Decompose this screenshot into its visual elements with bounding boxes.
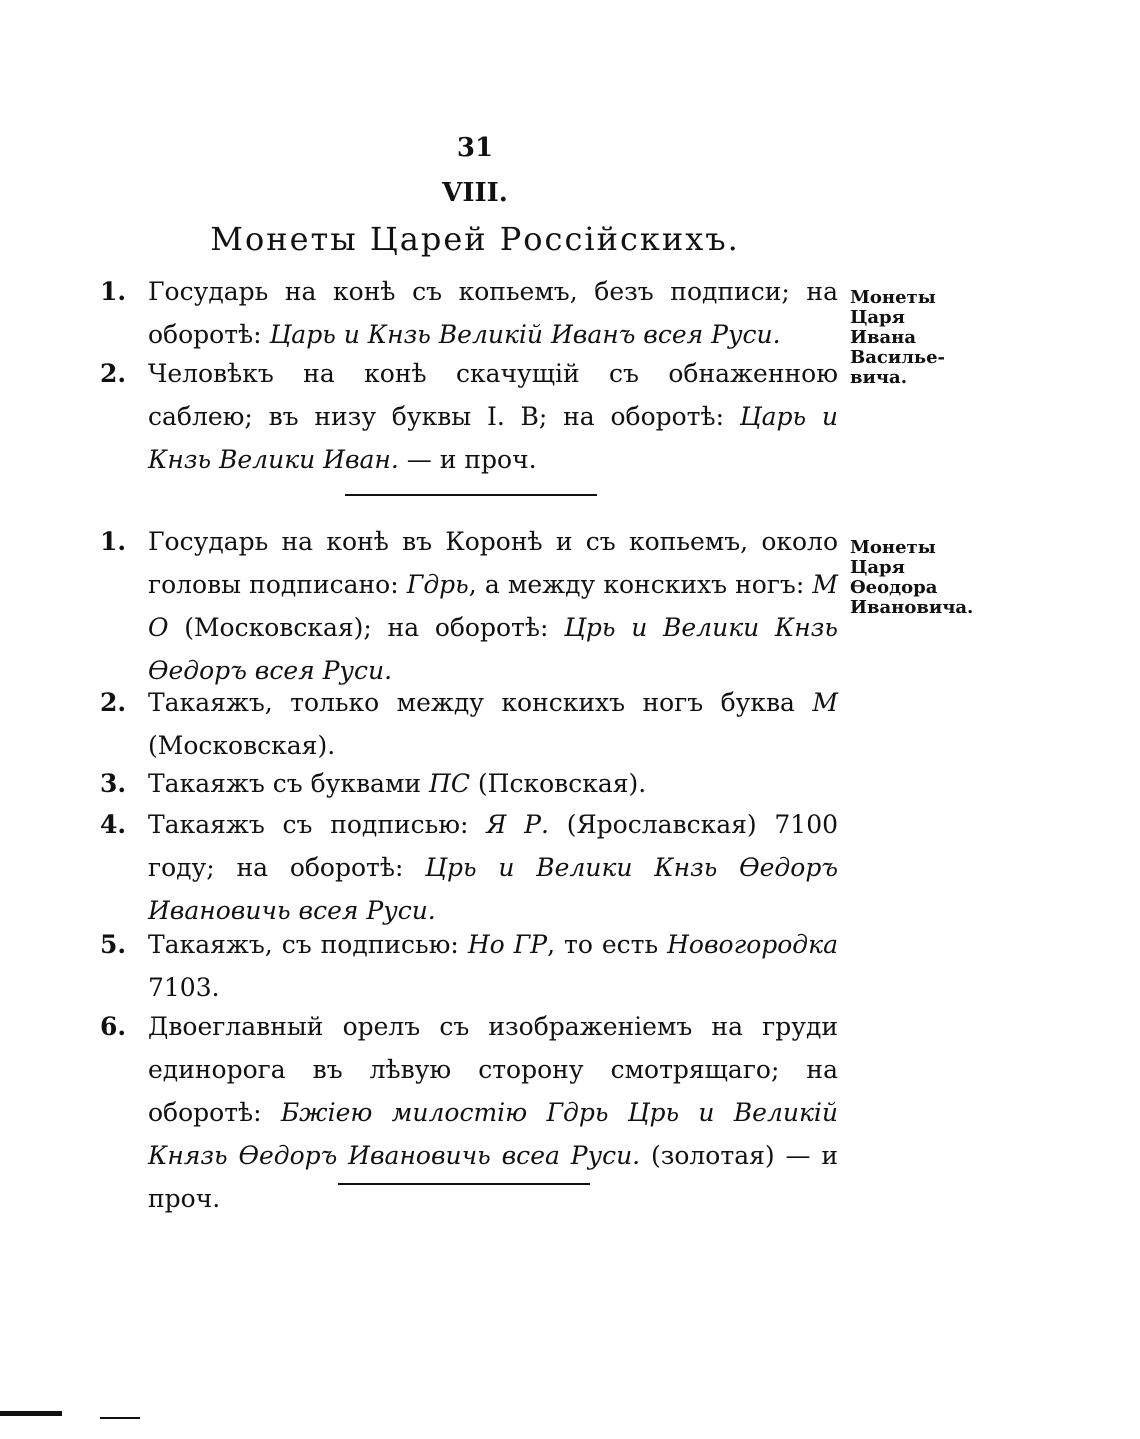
scan-mark xyxy=(0,1411,62,1416)
item-number: 3. xyxy=(100,769,127,798)
item-text: Такаяжъ, только между конскихъ ногъ буква xyxy=(148,688,813,717)
item-inscription: Гдрь xyxy=(406,570,469,599)
item-number: 1. xyxy=(100,277,127,306)
divider xyxy=(345,494,597,496)
list-item xyxy=(148,1005,838,1220)
item-text: (Ярославская) 7100 году; на оборотѣ: xyxy=(148,810,839,882)
item-text: , то есть xyxy=(547,930,668,959)
item-inscription: Но ГР xyxy=(467,930,548,959)
item-number: 2. xyxy=(100,688,127,717)
item-inscription: М О xyxy=(148,570,838,642)
item-text: Государь на конѣ въ Коронѣ и съ копьемъ, около головы подписано: xyxy=(148,527,838,599)
item-inscription: Црь и Велики Кнзь Ѳедоръ Ивановичь всея Руси. xyxy=(148,853,838,925)
item-text: Такаяжъ съ подписью: xyxy=(148,810,487,839)
item-number: 2. xyxy=(100,359,127,388)
item-text: Человѣкъ на конѣ скачущій съ обнаженною саблею; въ низу буквы І. В; на оборотѣ: xyxy=(148,359,838,431)
item-text: (золотая) — и проч. xyxy=(148,1141,838,1213)
sidenote-feodor: Монеты Царя Ѳеодора Ивановича. xyxy=(850,537,974,618)
item-text-end: — и проч. xyxy=(398,445,537,474)
list-item xyxy=(148,803,838,932)
list-item xyxy=(148,352,838,481)
list-item xyxy=(148,923,838,1009)
item-inscription: Царь и Кнзь Великій Иванъ всея Руси. xyxy=(269,320,781,349)
item-text: 7103. xyxy=(148,973,220,1002)
list-item xyxy=(148,762,838,805)
section-number: VIII. xyxy=(442,178,508,208)
scan-mark xyxy=(100,1417,140,1419)
item-text: (Псковская). xyxy=(469,769,647,798)
item-number: 6. xyxy=(100,1012,127,1041)
item-inscription: Новогородка xyxy=(667,930,838,959)
item-inscription: М xyxy=(812,688,838,717)
item-number: 5. xyxy=(100,930,127,959)
item-inscription: Я Р. xyxy=(486,810,549,839)
item-text: Государь на конѣ съ копьемъ, безъ подписи; на оборотѣ: xyxy=(148,277,838,349)
item-text: (Московская); на оборотѣ: xyxy=(168,613,565,642)
page-title: Монеты Царей Россійскихъ. xyxy=(210,220,740,258)
divider xyxy=(338,1183,590,1185)
list-item xyxy=(148,270,838,356)
item-text: Такаяжъ съ буквами xyxy=(148,769,430,798)
item-number: 4. xyxy=(100,810,127,839)
item-number: 1. xyxy=(100,527,127,556)
item-text: Двоеглавный орелъ съ изображеніемъ на груди единорога въ лѣвую сторону смотрящаго; на оборотѣ: xyxy=(148,1012,838,1127)
sidenote-ivan: Монеты Царя Ивана Василье-вича. xyxy=(850,287,946,388)
page-number: 31 xyxy=(456,133,494,163)
item-inscription: ПС xyxy=(429,769,470,798)
item-inscription: Царь и Кнзь Велики Иван. xyxy=(148,402,838,474)
item-inscription: Бжіею милостію Гдрь Црь и Великій Князь Ѳедоръ Ивановичь всеа Руси. xyxy=(148,1098,839,1170)
item-text: (Московская). xyxy=(148,731,336,760)
item-text: , а между конскихъ ногъ: xyxy=(468,570,813,599)
item-text: Такаяжъ, съ подписью: xyxy=(148,930,468,959)
item-inscription: Црь и Велики Кнзь Ѳедоръ всея Руси. xyxy=(148,613,838,685)
list-item xyxy=(148,681,838,767)
list-item xyxy=(148,520,838,692)
